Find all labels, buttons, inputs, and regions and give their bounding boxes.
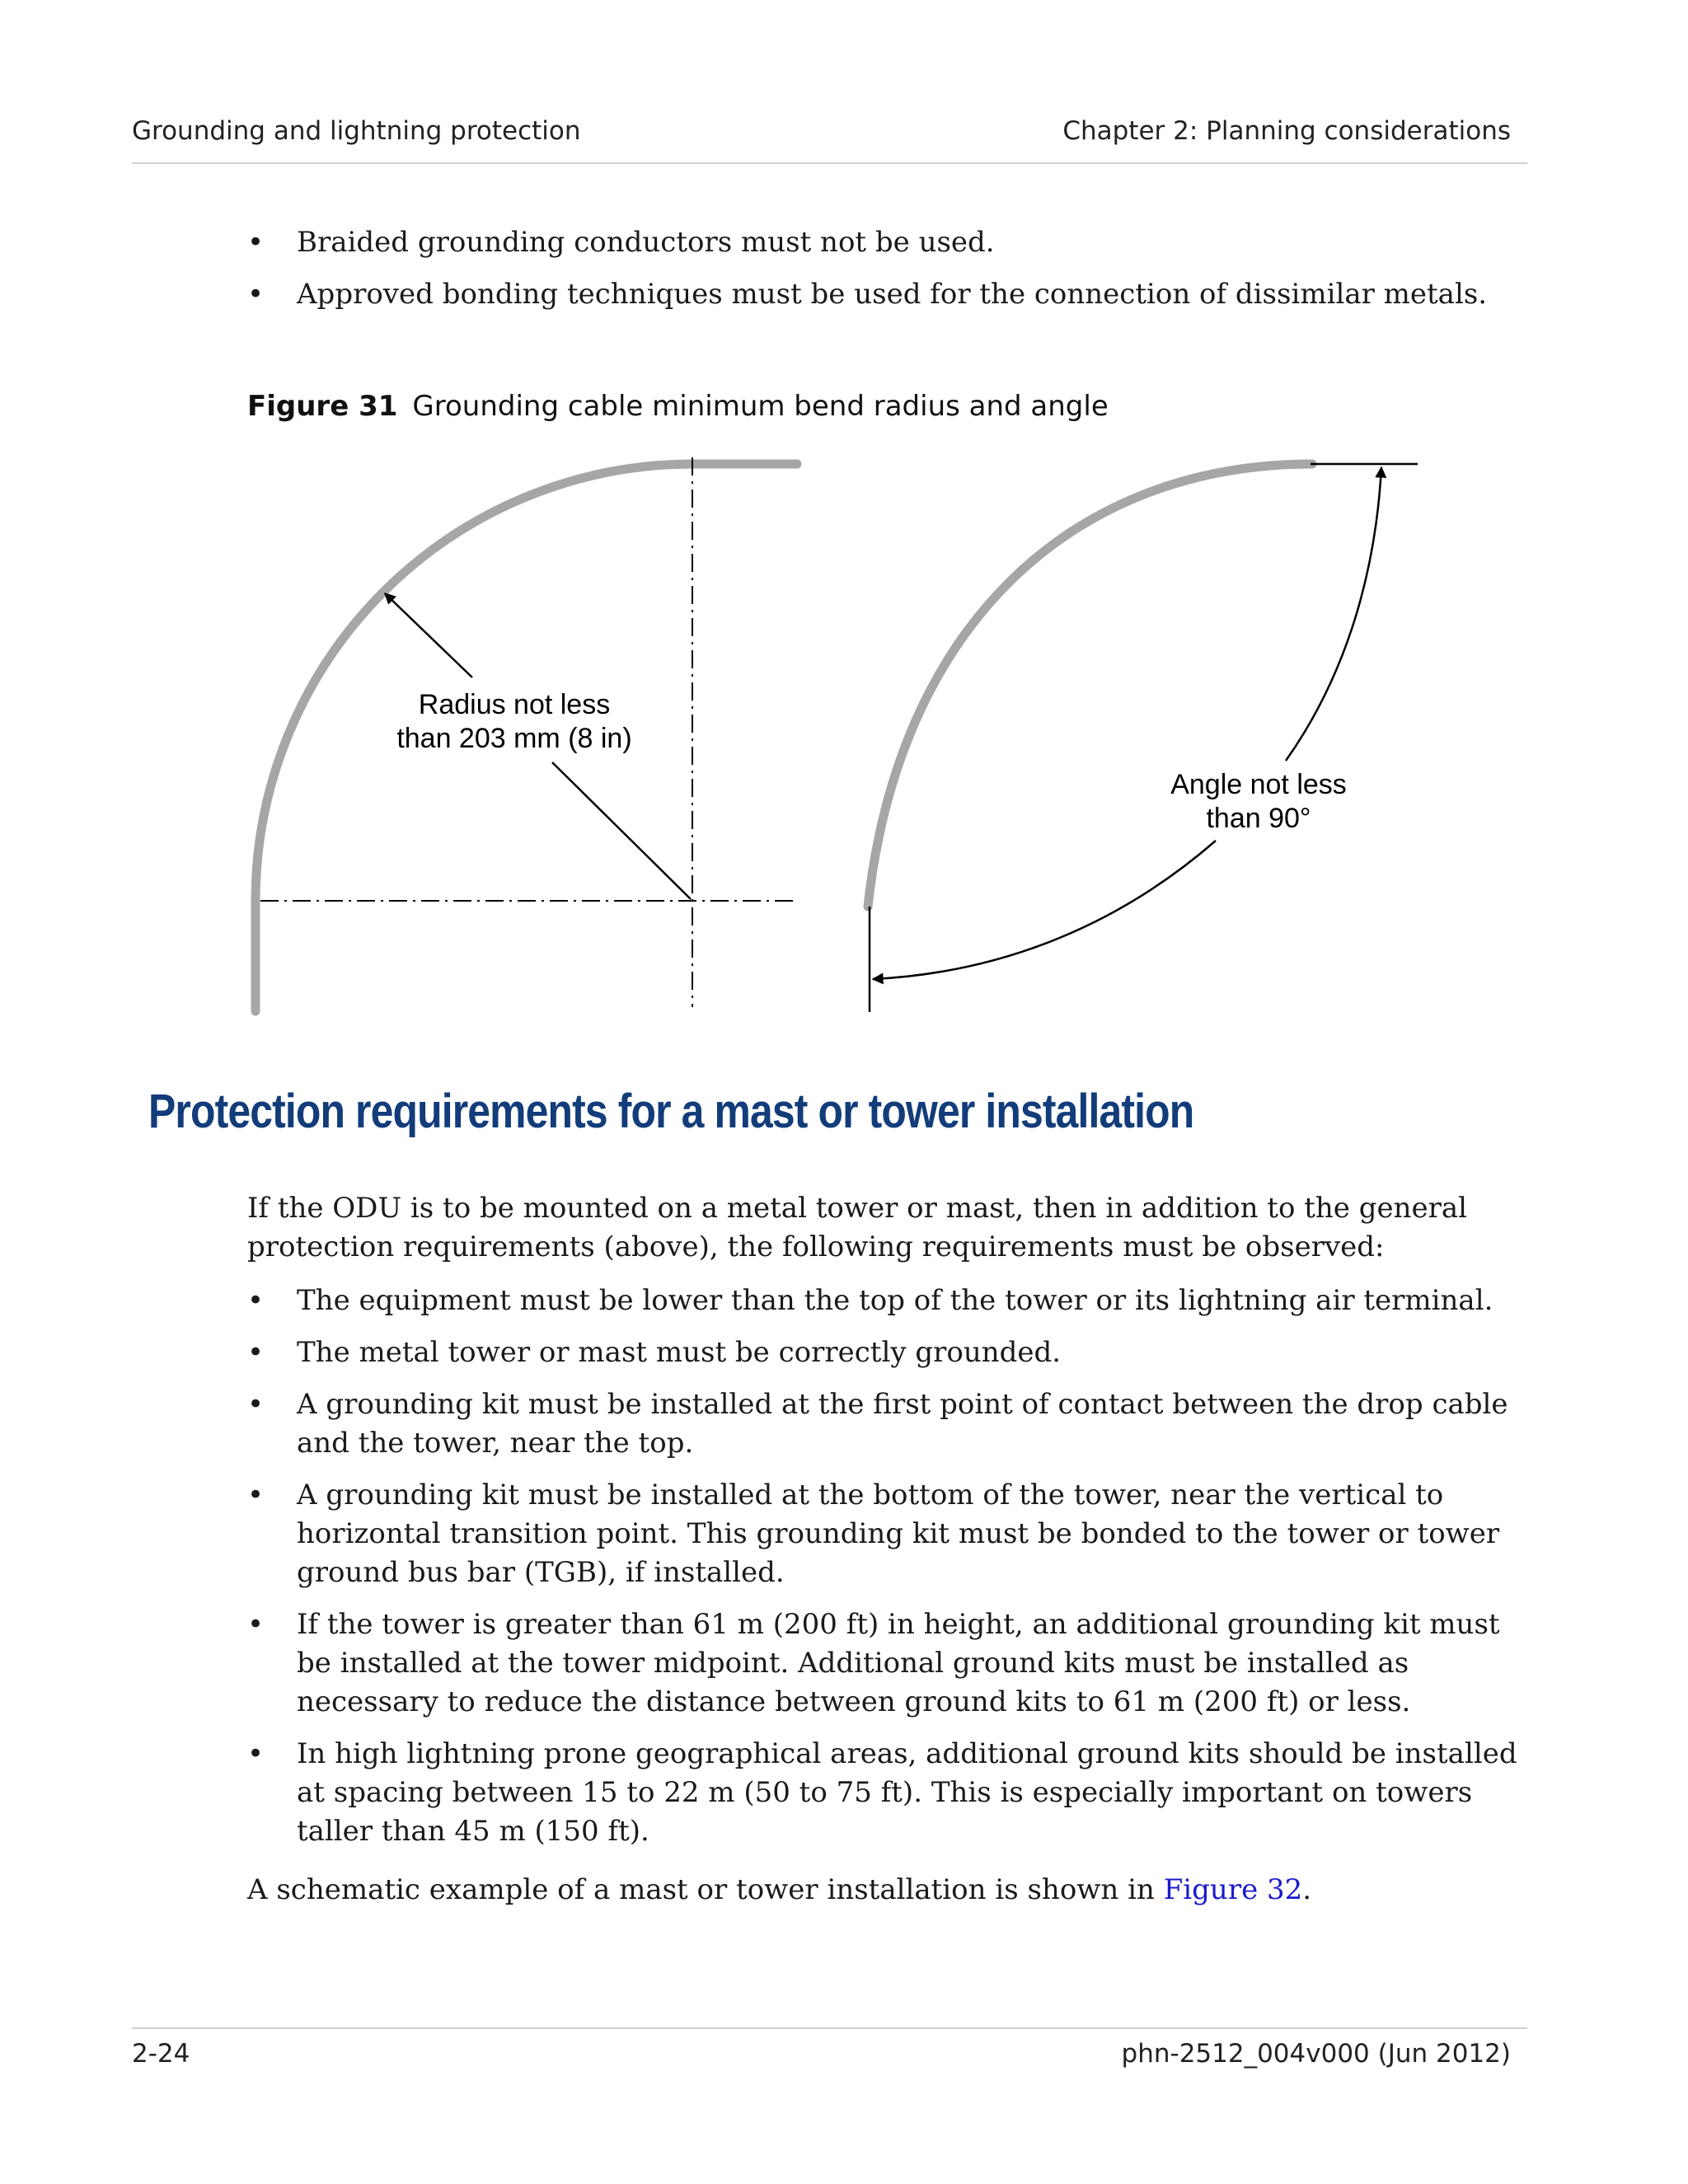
section-intro-paragraph: If the ODU is to be mounted on a metal tower or mast, then in addition to the general protection requirements (above), the following requirements must be observed: [247, 1192, 1468, 1263]
angle-label-line2: than 90° [1206, 803, 1311, 834]
list-item: • A grounding kit must be installed at the bottom of the tower, near the vertical to horizontal transition point. This grounding kit must be bonded to the tower or tower ground bus bar (TGB), if installed. [247, 1476, 1533, 1592]
bullet-glyph: • [247, 1284, 265, 1317]
figure-title: Grounding cable minimum bend radius and angle [412, 390, 1109, 423]
list-item: • Braided grounding conductors must not be used. [247, 223, 1533, 262]
requirements-bullet-list [247, 1282, 1533, 1864]
bullet-glyph: • [247, 1737, 265, 1770]
figure-caption [247, 390, 1109, 423]
list-item: • The equipment must be lower than the top of the tower or its lightning air terminal. [247, 1282, 1533, 1320]
list-item: • Approved bonding techniques must be used for the connection of dissimilar metals. [247, 275, 1533, 314]
radius-label-line2: than 203 mm (8 in) [396, 723, 632, 754]
closing-text: A schematic example of a mast or tower installation is shown in [247, 1873, 1164, 1906]
list-item: • If the tower is greater than 61 m (200 ft) in height, an additional grounding kit must be installed at the tower midpoint. Additional ground kits must be installed as necessary to reduce the distance between ground kits to 61 m (200 ft) or less. [247, 1605, 1533, 1722]
angle-arc-lower [873, 841, 1216, 979]
bullet-glyph: • [247, 1608, 265, 1641]
section-heading: Protection requirements for a mast or tower installation [148, 1085, 1194, 1138]
bend-radius-diagram [239, 445, 1442, 1022]
bullet-glyph: • [247, 226, 265, 259]
closing-period: . [1302, 1873, 1312, 1906]
header-section-title: Grounding and lightning protection [132, 116, 581, 146]
closing-paragraph [247, 1871, 1533, 1910]
bullet-glyph: • [247, 1388, 265, 1421]
header-divider [132, 162, 1527, 164]
bullet-glyph: • [247, 1336, 265, 1369]
figure-32-link[interactable]: Figure 32 [1163, 1873, 1303, 1906]
page-header [132, 116, 1511, 146]
radius-arrow [385, 593, 472, 677]
page-number: 2-24 [132, 2039, 190, 2069]
cable-bend-right [868, 464, 1312, 907]
angle-arc-upper [1286, 467, 1381, 761]
intro-bullet-list [247, 223, 1533, 327]
bullet-glyph: • [247, 278, 265, 311]
list-item: • In high lightning prone geographical areas, additional ground kits should be installed at spacing between 15 to 22 m (50 to 75 ft). This is especially important on towers taller than 45 m (150 ft). [247, 1735, 1533, 1851]
angle-label-line1: Angle not less [1170, 769, 1347, 800]
page-footer [132, 2039, 1511, 2069]
header-chapter-title: Chapter 2: Planning considerations [1062, 116, 1511, 146]
radius-leader-line [552, 762, 691, 899]
list-item: • A grounding kit must be installed at the first point of contact between the drop cable and the tower, near the top. [247, 1385, 1533, 1463]
radius-label-line1: Radius not less [418, 689, 611, 720]
list-item: • The metal tower or mast must be correctly grounded. [247, 1333, 1533, 1372]
figure-label: Figure 31 [247, 390, 398, 423]
bullet-glyph: • [247, 1479, 265, 1511]
footer-divider [132, 2027, 1527, 2029]
document-id: phn-2512_004v000 (Jun 2012) [1121, 2039, 1511, 2069]
